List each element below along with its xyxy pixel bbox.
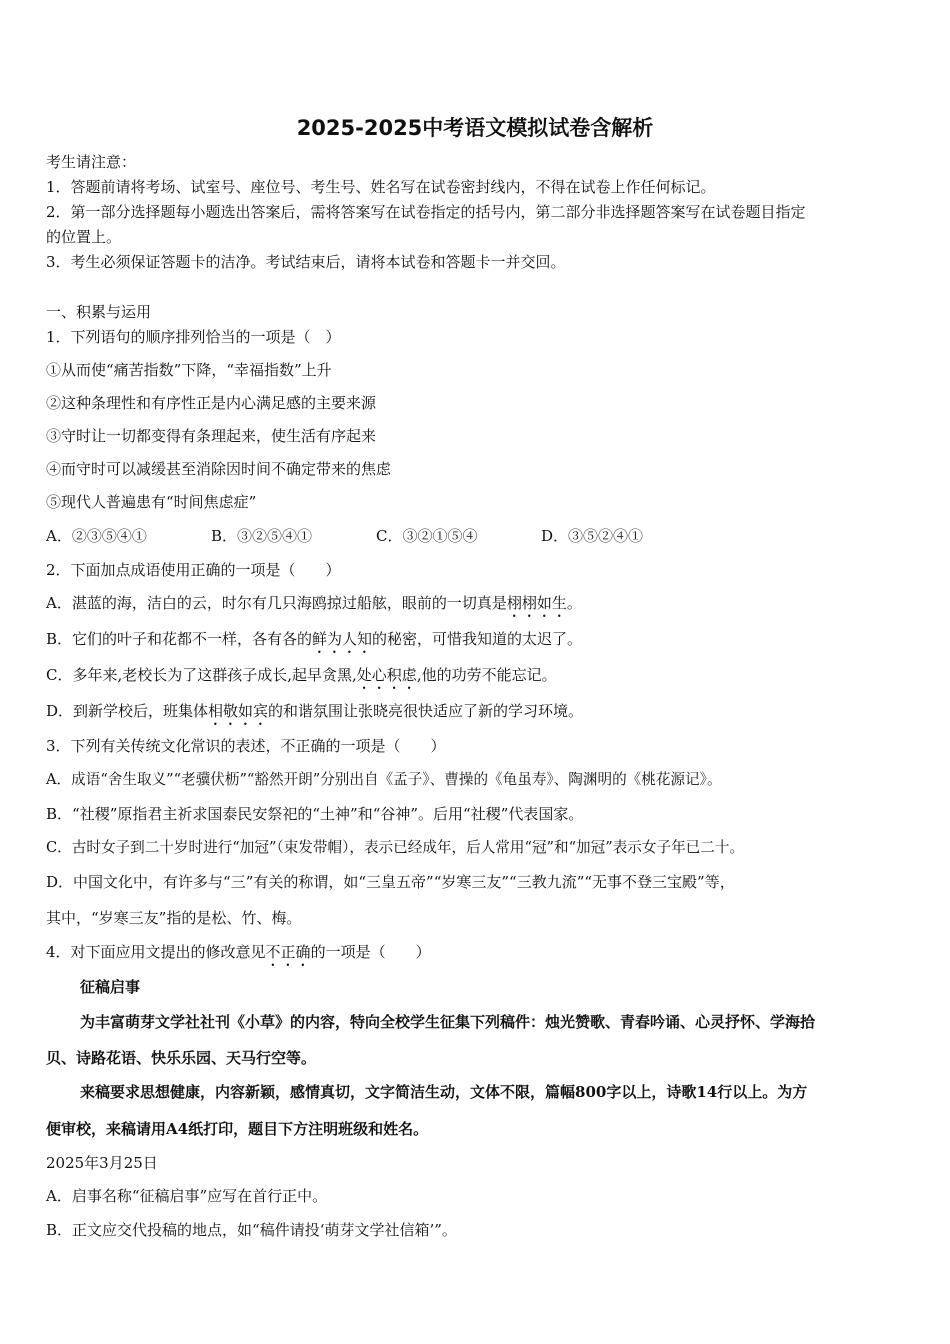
q2-option-text: 的秘密，可惜我知道的太迟了。 (372, 630, 583, 648)
q2-dotted-idiom: 处心积虑 (356, 666, 417, 684)
q4-notice-date: 2025年3月25日 (46, 1154, 158, 1172)
q3-option-d-cont: 其中，“岁寒三友”指的是松、竹、梅。 (46, 909, 302, 927)
q4-notice-paragraph-cont: 便审校，来稿请用A4纸打印，题目下方注明班级和姓名。 (46, 1120, 429, 1138)
q1-sentence: ②这种条理性和有序性正是内心满足感的主要来源 (46, 394, 377, 412)
q2-option-text: 。 (566, 594, 582, 612)
q1-option-c: C．③②①⑤④ (376, 527, 478, 545)
page-title: 2025-2025中考语文模拟试卷含解析 (296, 116, 654, 140)
q4-dotted-word: 不正确 (265, 943, 311, 961)
q4-option-b: B．正文应交代投稿的地点，如“稿件请投‘萌芽文学社信箱’”。 (46, 1221, 457, 1239)
q1-sentence: ④而守时可以减缓甚至消除因时间不确定带来的焦虑 (46, 460, 392, 478)
q4-stem-text: 的一项是（ ） (310, 943, 431, 961)
q2-stem: 2．下面加点成语使用正确的一项是（ ） (46, 561, 341, 579)
q3-option-d: D．中国文化中，有许多与“三”有关的称谓，如“三皇五帝”“岁寒三友”“三教九流”“无事不登三宝殿”等， (46, 873, 735, 891)
q2-option-d (46, 701, 583, 729)
q1-sentence: ③守时让一切都变得有条理起来，使生活有序起来 (46, 427, 377, 445)
q2-option-a (46, 593, 582, 621)
q4-notice-paragraph-cont: 贝、诗路花语、快乐乐园、天马行空等。 (46, 1049, 317, 1067)
q3-stem: 3．下列有关传统文化常识的表述，不正确的一项是（ ） (46, 737, 446, 755)
notice-item: 3．考生必须保证答题卡的洁净。考试结束后，请将本试卷和答题卡一并交回。 (46, 253, 566, 271)
q3-option-c: C．古时女子到二十岁时进行“加冠”（束发带帽），表示已经成年，后人常用“冠”和“加冠”表示女子年已二十。 (46, 839, 745, 856)
q2-option-text: C．多年来,老校长为了这群孩子成长,起早贪黑, (46, 666, 357, 684)
q2-option-c (46, 665, 557, 693)
q4-option-a: A．启事名称“征稿启事”应写在首行正中。 (46, 1187, 328, 1205)
q3-option-b: B．“社稷”原指君主祈求国泰民安祭祀的“土神”和“谷神”。后用“社稷”代表国家。 (46, 805, 584, 823)
q1-option-d: D．③⑤②④① (541, 527, 644, 545)
q1-options (46, 526, 706, 546)
q3-option-a: A．成语“舍生取义”“老骥伏枥”“豁然开朗”分别出自《孟子》、曹操的《龟虽寿》、陶渊明的《桃花源记》。 (46, 771, 722, 788)
q1-option-b: B．③②⑤④① (211, 527, 313, 545)
q4-stem-text: 4．对下面应用文提出的修改意见 (46, 943, 266, 961)
q2-option-b (46, 629, 582, 657)
q2-dotted-idiom: 相敬如宾 (208, 702, 269, 720)
q2-option-text: D．到新学校后，班集体 (46, 702, 209, 720)
q4-stem (46, 942, 431, 970)
q4-notice-title: 征稿启事 (80, 978, 141, 996)
q2-option-text: B．它们的叶子和花都不一样，各有各的 (46, 630, 313, 648)
notice-heading: 考生请注意： (46, 153, 137, 171)
q2-option-text: ,他的功劳不能忘记。 (416, 666, 557, 684)
section-heading: 一、积累与运用 (46, 303, 152, 321)
q1-option-a: A．②③⑤④① (46, 527, 147, 545)
q1-sentence: ①从而使“痛苦指数”下降，“幸福指数”上升 (46, 361, 332, 379)
notice-item: 2．第一部分选择题每小题选出答案后，需将答案写在试卷指定的括号内，第二部分非选择题答案写在试卷题目指定 (46, 203, 806, 221)
q4-notice-paragraph: 来稿要求思想健康，内容新颖，感情真切，文字简洁生动，文体不限，篇幅800字以上，诗歌14行以上。为方 (80, 1083, 808, 1101)
q4-notice-paragraph: 为丰富萌芽文学社社刊《小草》的内容，特向全校学生征集下列稿件：烛光赞歌、青春吟诵、心灵抒怀、学海拾 (80, 1013, 816, 1031)
q2-option-text: A．湛蓝的海，洁白的云，时尔有几只海鸥掠过船舷，眼前的一切真是 (46, 594, 507, 612)
q2-option-text: 的和谐氛围让张晓亮很快适应了新的学习环境。 (268, 702, 584, 720)
q2-dotted-idiom: 栩栩如生 (506, 594, 567, 612)
q1-sentence: ⑤现代人普遍患有“时间焦虑症” (46, 493, 257, 511)
notice-item: 1．答题前请将考场、试室号、座位号、考生号、姓名写在试卷密封线内，不得在试卷上作任何标记。 (46, 178, 716, 196)
q2-dotted-idiom: 鲜为人知 (312, 630, 373, 648)
q1-stem: 1．下列语句的顺序排列恰当的一项是（ ） (46, 328, 341, 346)
notice-item: 的位置上。 (46, 228, 122, 246)
